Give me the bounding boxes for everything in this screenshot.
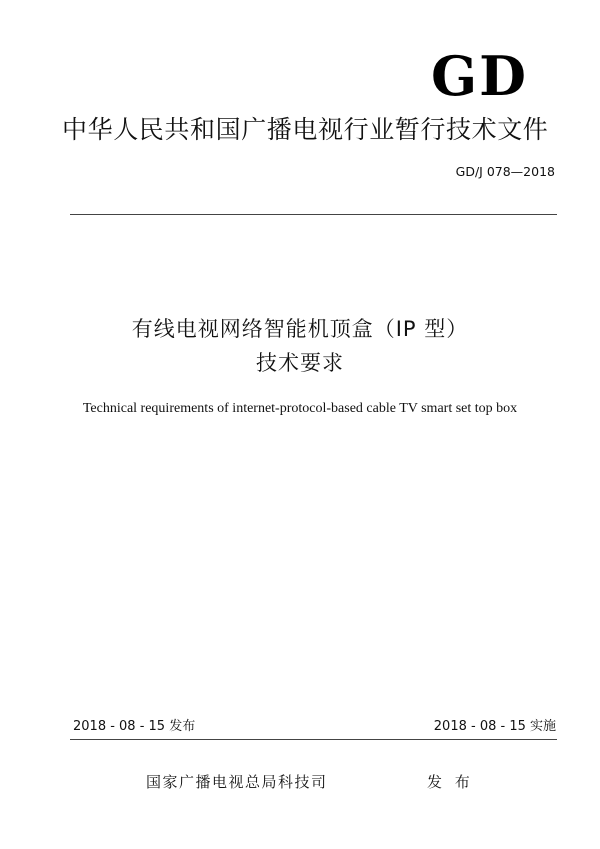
document-title xyxy=(0,314,600,378)
title-chinese-line-1: 有线电视网络智能机顶盒（IP 型） xyxy=(131,317,469,341)
issue-date: 2018 - 08 - 15 发布 xyxy=(73,719,196,734)
issuer-title: 中华人民共和国广播电视行业暂行技术文件 xyxy=(62,115,549,144)
title-chinese-line-2: 技术要求 xyxy=(256,351,344,375)
implementation-date: 2018 - 08 - 15 实施 xyxy=(433,719,556,734)
title-english: Technical requirements of internet-protocol-based cable TV smart set top box xyxy=(82,401,518,416)
footer-divider xyxy=(70,739,557,740)
publish-label: 发 布 xyxy=(427,773,474,791)
publisher-name: 国家广播电视总局科技司 xyxy=(146,773,328,791)
document-number: GD/J 078—2018 xyxy=(455,164,555,179)
gd-logo: GD xyxy=(431,44,528,108)
header-divider xyxy=(70,214,557,215)
